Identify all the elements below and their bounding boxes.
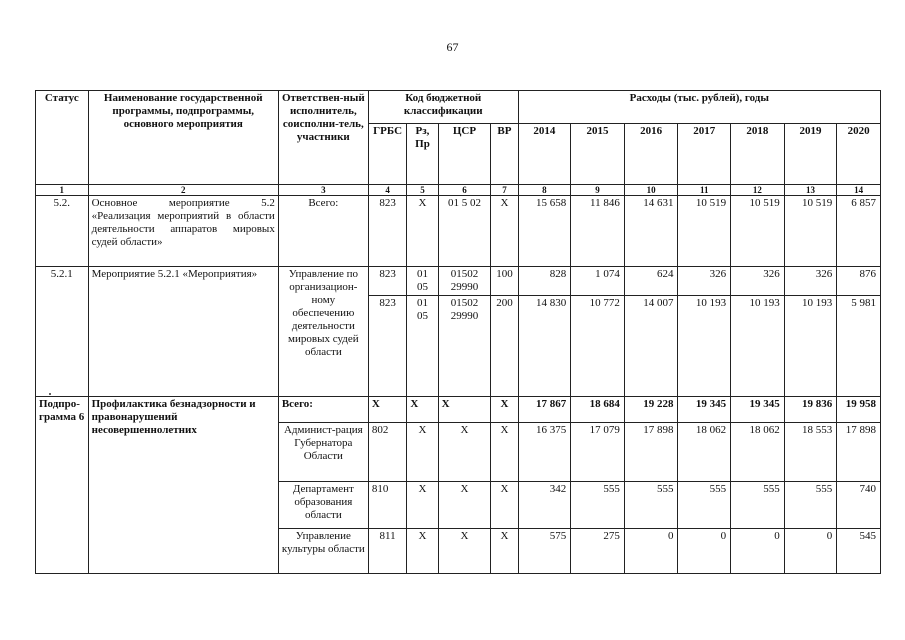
row-status: 5.2. [36, 196, 89, 267]
header-year-2017: 2017 [678, 124, 731, 185]
row-rzpr: Х [407, 196, 438, 267]
row-vr: Х [491, 423, 518, 482]
header-csr: ЦСР [438, 124, 491, 185]
header-year-2019: 2019 [784, 124, 837, 185]
row-value-2017: 10 193 [678, 296, 731, 397]
column-number: 4 [368, 185, 406, 196]
row-csr: 01502 29990 [438, 296, 491, 397]
row-grbs: 823 [368, 267, 406, 296]
row-vr: Х [491, 529, 518, 574]
row-value-2014: 15 658 [518, 196, 571, 267]
row-rzpr: 01 05 [407, 267, 438, 296]
column-number: 11 [678, 185, 731, 196]
column-number: 8 [518, 185, 571, 196]
row-rzpr: 01 05 [407, 296, 438, 397]
header-executor: Ответствен-ный исполнитель, соисполни-тель, участники [278, 91, 368, 185]
column-number: 2 [88, 185, 278, 196]
header-year-2020: 2020 [837, 124, 881, 185]
row-vr: Х [491, 482, 518, 529]
row-value-2020: 740 [837, 482, 881, 529]
row-value-2015: 1 074 [571, 267, 625, 296]
header-grbs: ГРБС [368, 124, 406, 185]
budget-table [35, 90, 881, 574]
header-year-2016: 2016 [624, 124, 678, 185]
row-value-2018: 0 [731, 529, 785, 574]
row-value-2015: 10 772 [571, 296, 625, 397]
row-grbs: 810 [368, 482, 406, 529]
scan-speck [49, 393, 51, 395]
column-number: 13 [784, 185, 837, 196]
header-year-2014: 2014 [518, 124, 571, 185]
column-number: 9 [571, 185, 625, 196]
row-executor: Всего: [278, 397, 368, 423]
row-vr: Х [491, 196, 518, 267]
row-value-2017: 10 519 [678, 196, 731, 267]
row-executor: Департамент образования области [278, 482, 368, 529]
row-csr: Х [438, 529, 491, 574]
table-row [36, 397, 881, 423]
column-number: 14 [837, 185, 881, 196]
row-grbs: Х [368, 397, 406, 423]
row-status: 5.2.1 [36, 267, 89, 397]
row-value-2017: 19 345 [678, 397, 731, 423]
row-value-2020: 545 [837, 529, 881, 574]
row-value-2020: 17 898 [837, 423, 881, 482]
row-value-2016: 17 898 [624, 423, 678, 482]
row-value-2018: 10 193 [731, 296, 785, 397]
row-value-2015: 17 079 [571, 423, 625, 482]
row-csr: 01 5 02 [438, 196, 491, 267]
row-grbs: 823 [368, 196, 406, 267]
row-executor: Управление по организацион-ному обеспечению деятельности мировых судей области [278, 267, 368, 397]
header-year-2018: 2018 [731, 124, 785, 185]
row-value-2016: 0 [624, 529, 678, 574]
row-value-2014: 14 830 [518, 296, 571, 397]
row-value-2014: 342 [518, 482, 571, 529]
row-value-2019: 0 [784, 529, 837, 574]
row-value-2016: 555 [624, 482, 678, 529]
row-value-2020: 19 958 [837, 397, 881, 423]
column-number: 3 [278, 185, 368, 196]
row-csr: Х [438, 423, 491, 482]
row-value-2016: 624 [624, 267, 678, 296]
row-vr: 100 [491, 267, 518, 296]
row-name: Мероприятие 5.2.1 «Мероприятия» [88, 267, 278, 397]
column-number: 6 [438, 185, 491, 196]
row-value-2018: 326 [731, 267, 785, 296]
header-expenses: Расходы (тыс. рублей), годы [518, 91, 880, 124]
row-name: Профилактика безнадзорности и правонарушений несовершеннолетних [88, 397, 278, 574]
row-executor: Всего: [278, 196, 368, 267]
row-value-2017: 555 [678, 482, 731, 529]
row-csr: Х [438, 482, 491, 529]
row-value-2020: 5 981 [837, 296, 881, 397]
row-value-2015: 18 684 [571, 397, 625, 423]
header-row-top [36, 91, 881, 124]
column-number: 7 [491, 185, 518, 196]
row-grbs: 823 [368, 296, 406, 397]
row-rzpr: Х [407, 529, 438, 574]
row-status: Подпро-грамма 6 [36, 397, 89, 574]
table-row [36, 196, 881, 267]
column-number-row [36, 185, 881, 196]
row-value-2015: 275 [571, 529, 625, 574]
row-value-2017: 18 062 [678, 423, 731, 482]
row-value-2016: 14 007 [624, 296, 678, 397]
column-number: 10 [624, 185, 678, 196]
row-value-2018: 555 [731, 482, 785, 529]
table-row [36, 267, 881, 296]
row-grbs: 811 [368, 529, 406, 574]
row-csr: Х [438, 397, 491, 423]
row-rzpr: Х [407, 482, 438, 529]
row-value-2017: 326 [678, 267, 731, 296]
row-value-2019: 326 [784, 267, 837, 296]
row-value-2020: 876 [837, 267, 881, 296]
row-value-2016: 14 631 [624, 196, 678, 267]
row-rzpr: Х [407, 397, 438, 423]
row-value-2016: 19 228 [624, 397, 678, 423]
row-name: Основное мероприятие 5.2 «Реализация мероприятий в области деятельности аппаратов мировых судей области» [88, 196, 278, 267]
header-name: Наименование государственной программы, подпрограммы, основного мероприятия [88, 91, 278, 185]
row-value-2019: 18 553 [784, 423, 837, 482]
row-value-2019: 10 193 [784, 296, 837, 397]
row-value-2019: 10 519 [784, 196, 837, 267]
row-value-2018: 10 519 [731, 196, 785, 267]
row-value-2015: 11 846 [571, 196, 625, 267]
row-value-2018: 19 345 [731, 397, 785, 423]
row-value-2014: 575 [518, 529, 571, 574]
row-value-2014: 16 375 [518, 423, 571, 482]
header-budget-code: Код бюджетной классификации [368, 91, 518, 124]
page-number: 67 [446, 40, 459, 54]
row-value-2015: 555 [571, 482, 625, 529]
header-status: Статус [36, 91, 89, 185]
row-vr: 200 [491, 296, 518, 397]
row-value-2019: 555 [784, 482, 837, 529]
row-value-2018: 18 062 [731, 423, 785, 482]
row-executor: Управление культуры области [278, 529, 368, 574]
column-number: 1 [36, 185, 89, 196]
row-value-2014: 17 867 [518, 397, 571, 423]
row-executor: Админист-рация Губернатора Области [278, 423, 368, 482]
row-csr: 01502 29990 [438, 267, 491, 296]
column-number: 5 [407, 185, 438, 196]
row-value-2014: 828 [518, 267, 571, 296]
row-vr: Х [491, 397, 518, 423]
header-rzpr: Рз, Пр [407, 124, 438, 185]
row-value-2019: 19 836 [784, 397, 837, 423]
header-year-2015: 2015 [571, 124, 625, 185]
row-value-2017: 0 [678, 529, 731, 574]
row-rzpr: Х [407, 423, 438, 482]
row-value-2020: 6 857 [837, 196, 881, 267]
header-vr: ВР [491, 124, 518, 185]
column-number: 12 [731, 185, 785, 196]
row-grbs: 802 [368, 423, 406, 482]
